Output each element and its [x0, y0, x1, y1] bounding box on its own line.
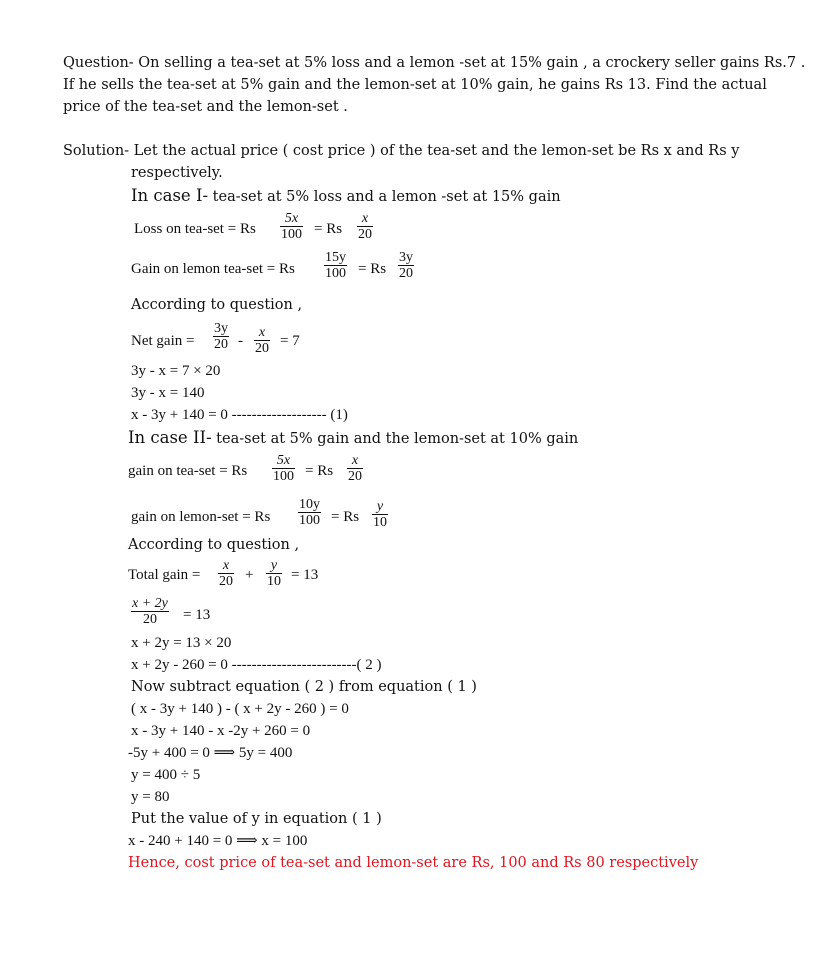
gain-equals-rs: = Rs [358, 261, 387, 277]
combined-equals: = 13 [183, 607, 211, 623]
case2-step-1: x + 2y = 13 × 20 [131, 635, 232, 651]
combined-numerator: x + 2y [132, 596, 168, 611]
case2-step-9: Put the value of y in equation ( 1 ) [131, 811, 382, 827]
lemon-f2-denominator: 10 [373, 515, 387, 530]
combined-fraction [131, 596, 169, 627]
total-plus: + [245, 567, 254, 583]
total-fraction-2 [266, 558, 282, 589]
loss-f1-denominator: 100 [281, 227, 302, 242]
gain-f1-numerator: 15y [325, 250, 346, 265]
tea-f2-denominator: 20 [348, 469, 362, 484]
net-f1-denominator: 20 [214, 337, 228, 352]
case1-step-2: 3y - x = 140 [131, 385, 205, 401]
case2-step-8: y = 80 [131, 789, 170, 805]
net-minus: - [238, 333, 243, 349]
loss-label: Loss on tea-set = Rs [134, 221, 256, 237]
case2-according: According to question , [128, 537, 300, 553]
loss-f1-numerator: 5x [284, 211, 299, 226]
net-f1-numerator: 3y [214, 321, 228, 336]
total-fraction-1 [218, 558, 234, 589]
total-f1-numerator: x [222, 558, 230, 573]
question-line-1: Question- On selling a tea-set at 5% loss and a lemon -set at 15% gain , a crockery seller gains Rs.7 . [63, 55, 806, 71]
gain-fraction-2 [398, 250, 414, 281]
gain-f1-denominator: 100 [325, 266, 346, 281]
total-gain-label: Total gain = [128, 567, 201, 583]
gain-f2-denominator: 20 [399, 266, 413, 281]
case2-heading-line [128, 429, 578, 448]
combined-denominator: 20 [131, 611, 169, 627]
question-line-3: price of the tea-set and the lemon-set . [63, 99, 348, 115]
loss-f2-numerator: x [361, 211, 369, 226]
gain-tea-label: gain on tea-set = Rs [128, 463, 248, 479]
loss-f2-denominator: 20 [358, 227, 372, 242]
tea-f1-numerator: 5x [276, 453, 291, 468]
gain-lemon-set-label: gain on lemon-set = Rs [131, 509, 271, 525]
tea-f1-denominator: 100 [273, 469, 294, 484]
lemon-f1-denominator: 100 [299, 513, 320, 528]
net-gain-label: Net gain = [131, 333, 195, 349]
case1-step-1: 3y - x = 7 × 20 [131, 363, 221, 379]
net-fraction-1 [213, 321, 229, 352]
tea-f2-numerator: x [351, 453, 359, 468]
total-f1-denominator: 20 [219, 574, 233, 589]
loss-equals-rs: = Rs [314, 221, 343, 237]
tea-fraction-2 [347, 453, 363, 484]
case1-description: tea-set at 5% loss and a lemon -set at 15% gain [212, 189, 561, 205]
solution-line-1: Solution- Let the actual price ( cost price ) of the tea-set and the lemon-set be Rs x and Rs y [63, 143, 740, 159]
gain-fraction-1 [324, 250, 347, 281]
tea-fraction-1 [272, 453, 295, 484]
case2-step-3: Now subtract equation ( 2 ) from equation ( 1 ) [131, 679, 477, 695]
case1-heading-line [131, 187, 561, 206]
net-fraction-2 [254, 325, 270, 356]
case2-step-7: y = 400 ÷ 5 [131, 767, 201, 783]
lemon-f1-numerator: 10y [299, 497, 320, 512]
net-f2-numerator: x [258, 325, 266, 340]
gain-lemon-label: Gain on lemon tea-set = Rs [131, 261, 295, 277]
case2-step-10: x - 240 + 140 = 0 ⟹ x = 100 [128, 833, 308, 849]
case2-step-2: x + 2y - 260 = 0 -------------------------( 2 ) [131, 657, 382, 673]
case2-description: tea-set at 5% gain and the lemon-set at 10% gain [216, 431, 579, 447]
lemon-f2-numerator: y [376, 499, 384, 514]
lemon-equals-rs: = Rs [331, 509, 360, 525]
solution-line-2: respectively. [131, 165, 223, 181]
case2-step-4: ( x - 3y + 140 ) - ( x + 2y - 260 ) = 0 [131, 701, 349, 717]
loss-fraction-2 [357, 211, 373, 242]
conclusion: Hence, cost price of tea-set and lemon-set are Rs, 100 and Rs 80 respectively [128, 855, 699, 871]
lemon-fraction-1 [298, 497, 321, 528]
question-line-2: If he sells the tea-set at 5% gain and the lemon-set at 10% gain, he gains Rs 13. Find the actual [63, 77, 767, 93]
case2-heading: In case II- [128, 428, 212, 447]
total-equals: = 13 [291, 567, 319, 583]
net-f2-denominator: 20 [255, 341, 269, 356]
case2-step-6: -5y + 400 = 0 ⟹ 5y = 400 [128, 745, 293, 761]
total-f2-numerator: y [270, 558, 278, 573]
tea-equals-rs: = Rs [305, 463, 334, 479]
loss-fraction-1 [280, 211, 303, 242]
lemon-fraction-2 [372, 499, 388, 530]
case1-heading: In case I- [131, 186, 209, 205]
case1-step-3: x - 3y + 140 = 0 ------------------- (1) [131, 407, 348, 423]
total-f2-denominator: 10 [267, 574, 281, 589]
case1-according: According to question , [131, 297, 303, 313]
case2-step-5: x - 3y + 140 - x -2y + 260 = 0 [131, 723, 311, 739]
gain-f2-numerator: 3y [399, 250, 413, 265]
net-equals: = 7 [280, 333, 300, 349]
